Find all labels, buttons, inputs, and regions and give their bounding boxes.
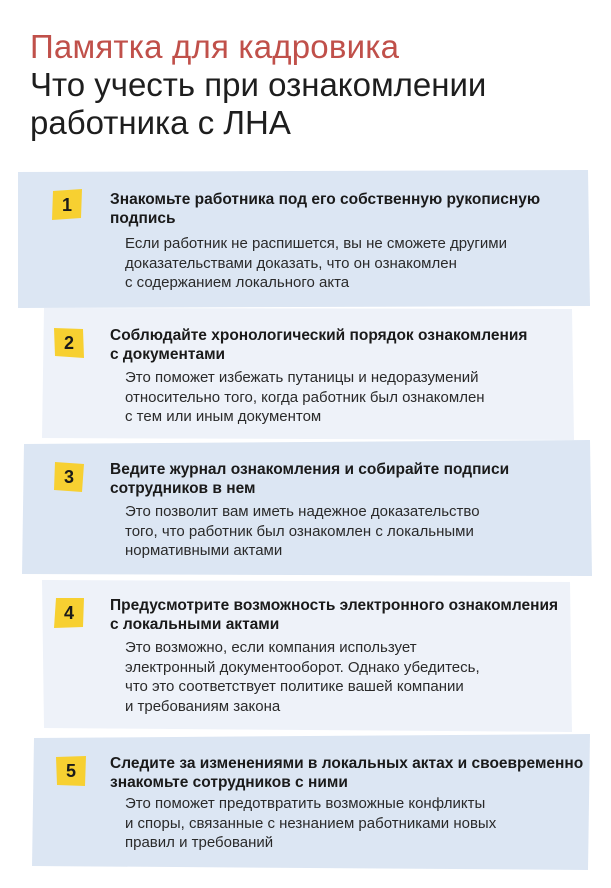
tip-heading-2-line-2: с документами — [110, 346, 226, 363]
tip-number-badge-4 — [52, 596, 86, 630]
tip-heading-5-line-1: Следите за изменениями в локальных актах и своевременно — [110, 755, 584, 772]
tip-body-3-line-3: нормативными актами — [125, 542, 283, 559]
tip-heading-4-line-2: с локальными актами — [110, 616, 280, 633]
tip-heading-3-line-1: Ведите журнал ознакомления и собирайте подписи — [110, 461, 510, 478]
tip-heading-4-line-1: Предусмотрите возможность электронного ознакомления — [110, 597, 559, 614]
tip-card-4 — [0, 578, 611, 734]
tip-body-5-line-1: Это поможет предотвратить возможные конфликты — [125, 795, 486, 812]
tip-body-4 — [125, 638, 565, 716]
tip-card-3 — [0, 440, 611, 578]
tip-body-4-line-3: что это соответствует политике вашей компании — [125, 678, 464, 695]
tip-body-5-line-3: правил и требований — [125, 834, 274, 851]
tip-body-3-line-2: того, что работник был ознакомлен с локальными — [125, 522, 474, 540]
memo-title-line-1: Что учесть при ознакомлении — [30, 66, 487, 103]
tip-body-2-line-1: Это поможет избежать путаницы и недоразумений — [125, 369, 479, 386]
tip-heading-3 — [110, 460, 580, 498]
tip-heading-1-line-1: Знакомьте работника под его собственную рукописную — [110, 191, 541, 208]
tip-body-5-line-2: и споры, связанные с незнанием работниками новых — [125, 814, 497, 832]
tip-body-1-line-3: с содержанием локального акта — [125, 274, 350, 291]
tip-heading-2-line-1: Соблюдайте хронологический порядок ознакомления — [110, 327, 528, 344]
tip-body-1-line-1: Если работник не распишется, вы не сможете другими — [125, 235, 507, 252]
tip-card-2 — [0, 306, 611, 442]
tip-number-badge-5 — [54, 754, 88, 788]
memo-header — [30, 28, 600, 142]
tip-number-2: 2 — [63, 333, 74, 353]
tip-body-4-line-2: электронный документооборот. Однако убедитесь, — [125, 658, 480, 676]
tip-body-1-line-2: доказательствами доказать, что он ознакомлен — [125, 254, 457, 272]
tip-body-3-line-1: Это позволит вам иметь надежное доказательство — [125, 503, 480, 520]
memo-title-line-2: работника с ЛНА — [30, 104, 291, 141]
tip-heading-3-line-2: сотрудников в нем — [110, 480, 256, 497]
tip-body-2 — [125, 368, 565, 427]
tip-body-3 — [125, 502, 565, 561]
tip-card-5 — [0, 734, 611, 874]
tip-heading-5-line-2: знакомьте сотрудников с ними — [110, 774, 348, 791]
tip-heading-2 — [110, 326, 570, 364]
tip-number-4: 4 — [63, 603, 74, 623]
tip-card-1 — [0, 170, 611, 310]
tip-body-2-line-2: относительно того, когда работник был ознакомлен — [125, 388, 485, 406]
tip-number-3: 3 — [63, 467, 74, 487]
tip-heading-1-line-2: подпись — [110, 210, 176, 227]
tip-body-2-line-3: с тем или иным документом — [125, 408, 322, 425]
tip-body-5 — [125, 794, 575, 853]
memo-kicker: Памятка для кадровика — [30, 28, 400, 65]
tip-heading-4 — [110, 596, 580, 634]
tip-number-badge-2 — [52, 326, 86, 360]
tip-number-badge-1 — [50, 188, 84, 222]
tip-heading-5 — [110, 754, 590, 792]
tip-heading-1 — [110, 190, 590, 228]
tip-body-4-line-4: и требованиям закона — [125, 697, 281, 715]
tip-number-1: 1 — [61, 195, 72, 215]
tip-body-4-line-1: Это возможно, если компания использует — [125, 639, 417, 656]
tip-number-badge-3 — [52, 460, 86, 494]
tip-number-5: 5 — [65, 761, 76, 781]
tip-body-1 — [125, 234, 575, 293]
